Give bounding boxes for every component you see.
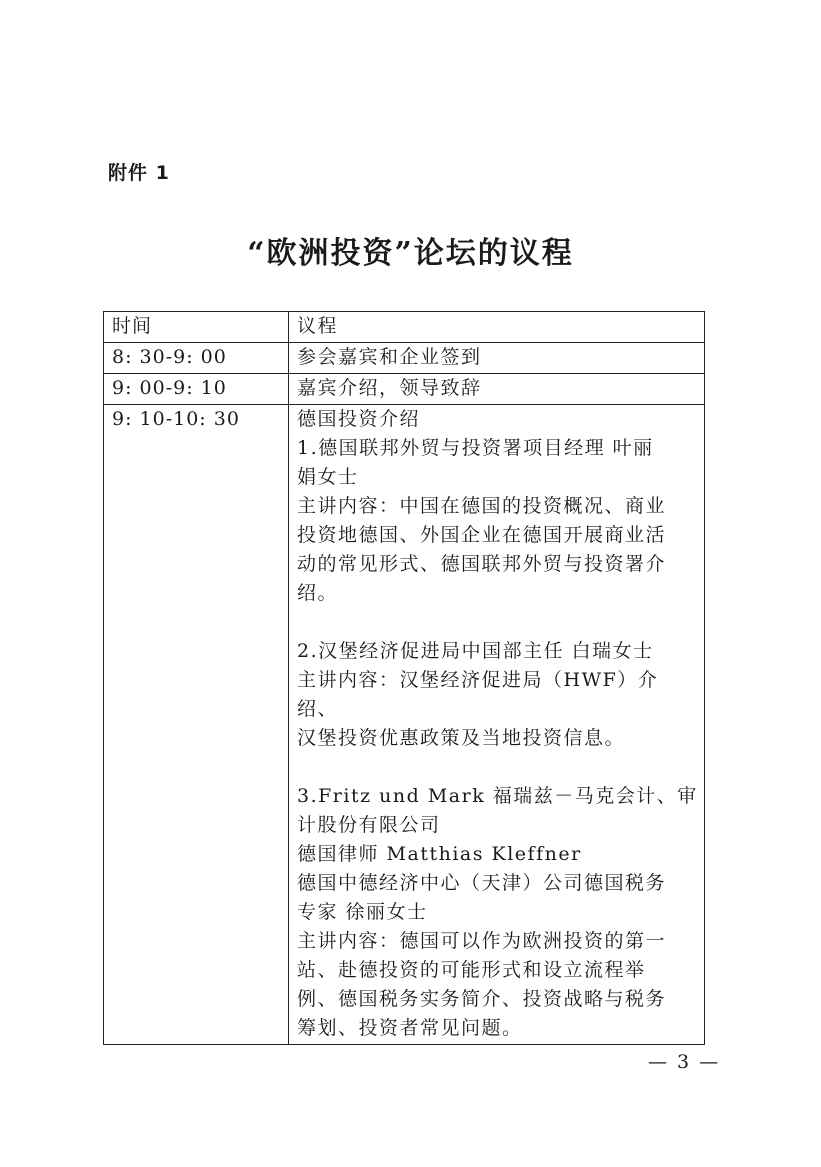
speaker-2-topic-line: 主讲内容：汉堡经济促进局（HWF）介绍、 (297, 669, 659, 720)
speaker-1-topic-line: 绍。 (297, 582, 339, 604)
speaker-3-topic-line: 筹划、投资者常见问题。 (297, 1017, 523, 1039)
header-time: 时间 (104, 312, 289, 343)
section-gap (297, 608, 698, 637)
table-row (104, 343, 705, 374)
table-row (104, 374, 705, 405)
speaker-3-line: 3.Fritz und Mark 福瑞兹－马克会计、审 (297, 785, 698, 807)
speaker-3-topic-line: 站、赴德投资的可能形式和设立流程举 (297, 959, 646, 981)
agenda-intro: 德国投资介绍 (297, 408, 421, 430)
speaker-3-topic-line: 主讲内容：德国可以作为欧洲投资的第一 (297, 930, 667, 952)
speaker-3-topic-line: 例、德国税务实务简介、投资战略与税务 (297, 988, 667, 1010)
header-agenda: 议程 (289, 312, 705, 343)
row-agenda: 嘉宾介绍，领导致辞 (289, 374, 705, 405)
speaker-2-line: 2.汉堡经济促进局中国部主任 白瑞女士 (297, 640, 654, 662)
speaker-1-topic-line: 主讲内容：中国在德国的投资概况、商业 (297, 495, 667, 517)
speaker-1-line: 娟女士 (297, 466, 359, 488)
speaker-1-topic-line: 动的常见形式、德国联邦外贸与投资署介 (297, 553, 667, 575)
speaker-1-line: 1.德国联邦外贸与投资署项目经理 叶丽 (297, 437, 654, 459)
row-agenda: 参会嘉宾和企业签到 (289, 343, 705, 374)
agenda-table (103, 311, 705, 1045)
speaker-3-line: 专家 徐丽女士 (297, 901, 428, 923)
section-gap (297, 753, 698, 782)
speaker-2-topic-line: 汉堡投资优惠政策及当地投资信息。 (297, 727, 626, 749)
table-row (104, 405, 705, 1045)
row-time: 8: 30-9: 00 (104, 343, 289, 374)
row-time: 9: 00-9: 10 (104, 374, 289, 405)
speaker-3-line: 德国律师 Matthias Kleffner (297, 843, 582, 865)
speaker-3-line: 计股份有限公司 (297, 814, 441, 836)
document-title: “欧洲投资”论坛的议程 (247, 236, 574, 271)
speaker-3-line: 德国中德经济中心（天津）公司德国税务 (297, 872, 667, 894)
row-time: 9: 10-10: 30 (104, 405, 289, 1045)
table-header-row (104, 312, 705, 343)
page-number: — 3 — (648, 1051, 721, 1073)
attachment-label: 附件 1 (108, 162, 170, 184)
row-agenda-detail (289, 405, 705, 1045)
speaker-1-topic-line: 投资地德国、外国企业在德国开展商业活 (297, 524, 667, 546)
